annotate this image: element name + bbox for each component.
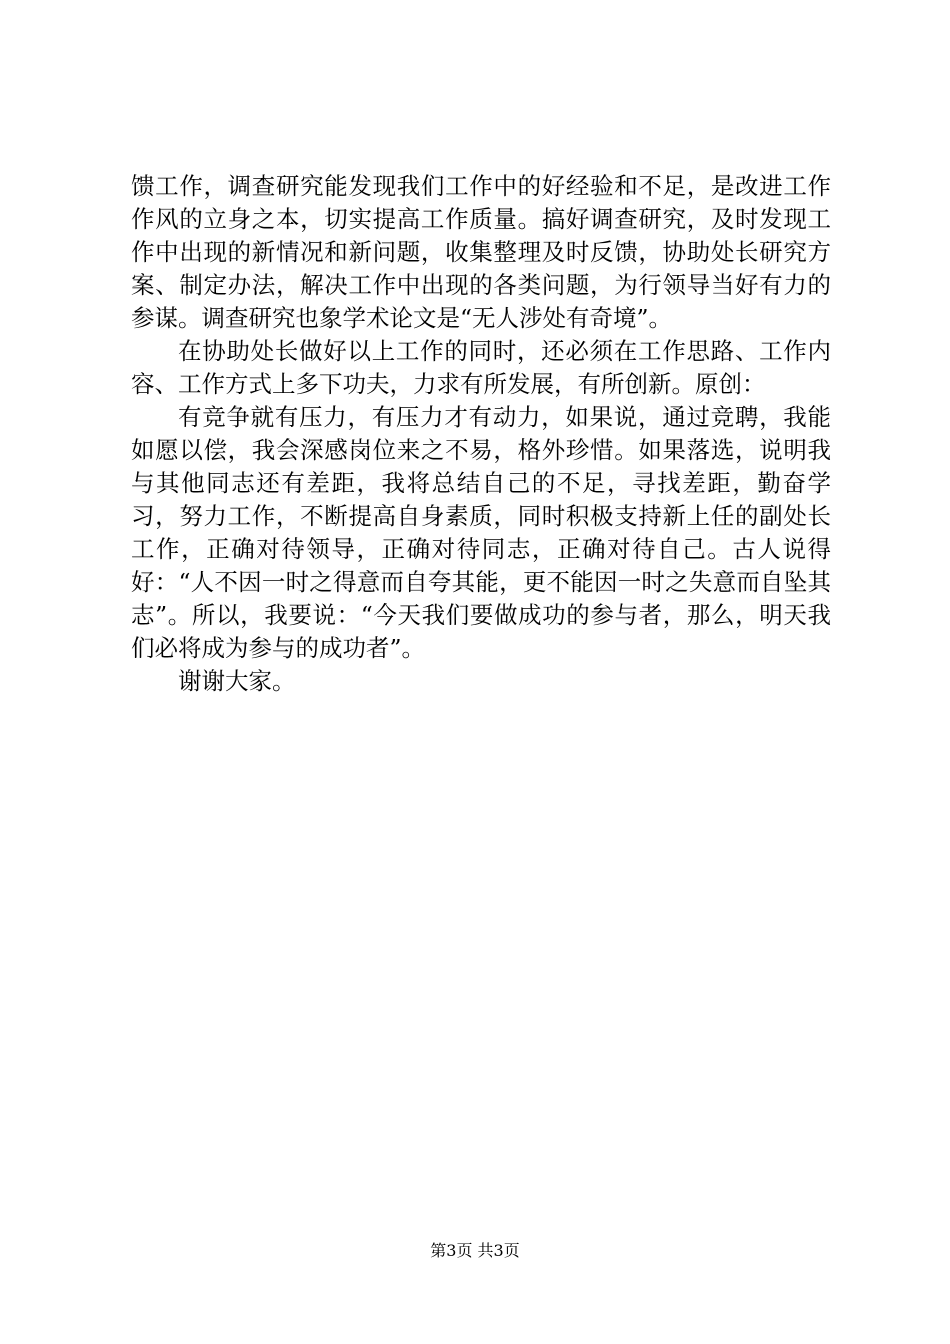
paragraph-2: 在协助处长做好以上工作的同时，还必须在工作思路、工作内容、工作方式上多下功夫，力求有所发展，有所创新。原创： (131, 337, 831, 398)
paragraph-1: 馈工作，调查研究能发现我们工作中的好经验和不足，是改进工作作风的立身之本，切实提高工作质量。搞好调查研究，及时发现工作中出现的新情况和新问题，收集整理及时反馈，协助处长研究方案、制定办法，解决工作中出现的各类问题，为行领导当好有力的参谋。调查研究也象学术论文是“无人涉处有奇境”。 (131, 172, 831, 332)
paragraph-4: 谢谢大家。 (178, 667, 296, 695)
document-body (131, 170, 831, 698)
paragraph-3: 有竞争就有压力，有压力才有动力，如果说，通过竞聘，我能如愿以偿，我会深感岗位来之不易，格外珍惜。如果落选，说明我与其他同志还有差距，我将总结自己的不足，寻找差距，勤奋学习，努力工作，不断提高自身素质，同时积极支持新上任的副处长工作，正确对待领导，正确对待同志，正确对待自己。古人说得好：“人不因一时之得意而自夸其能，更不能因一时之失意而自坠其志”。所以，我要说：“今天我们要做成功的参与者，那么，明天我们必将成为参与的成功者”。 (131, 403, 831, 662)
page-footer: 第3页 共3页 (430, 1241, 520, 1260)
